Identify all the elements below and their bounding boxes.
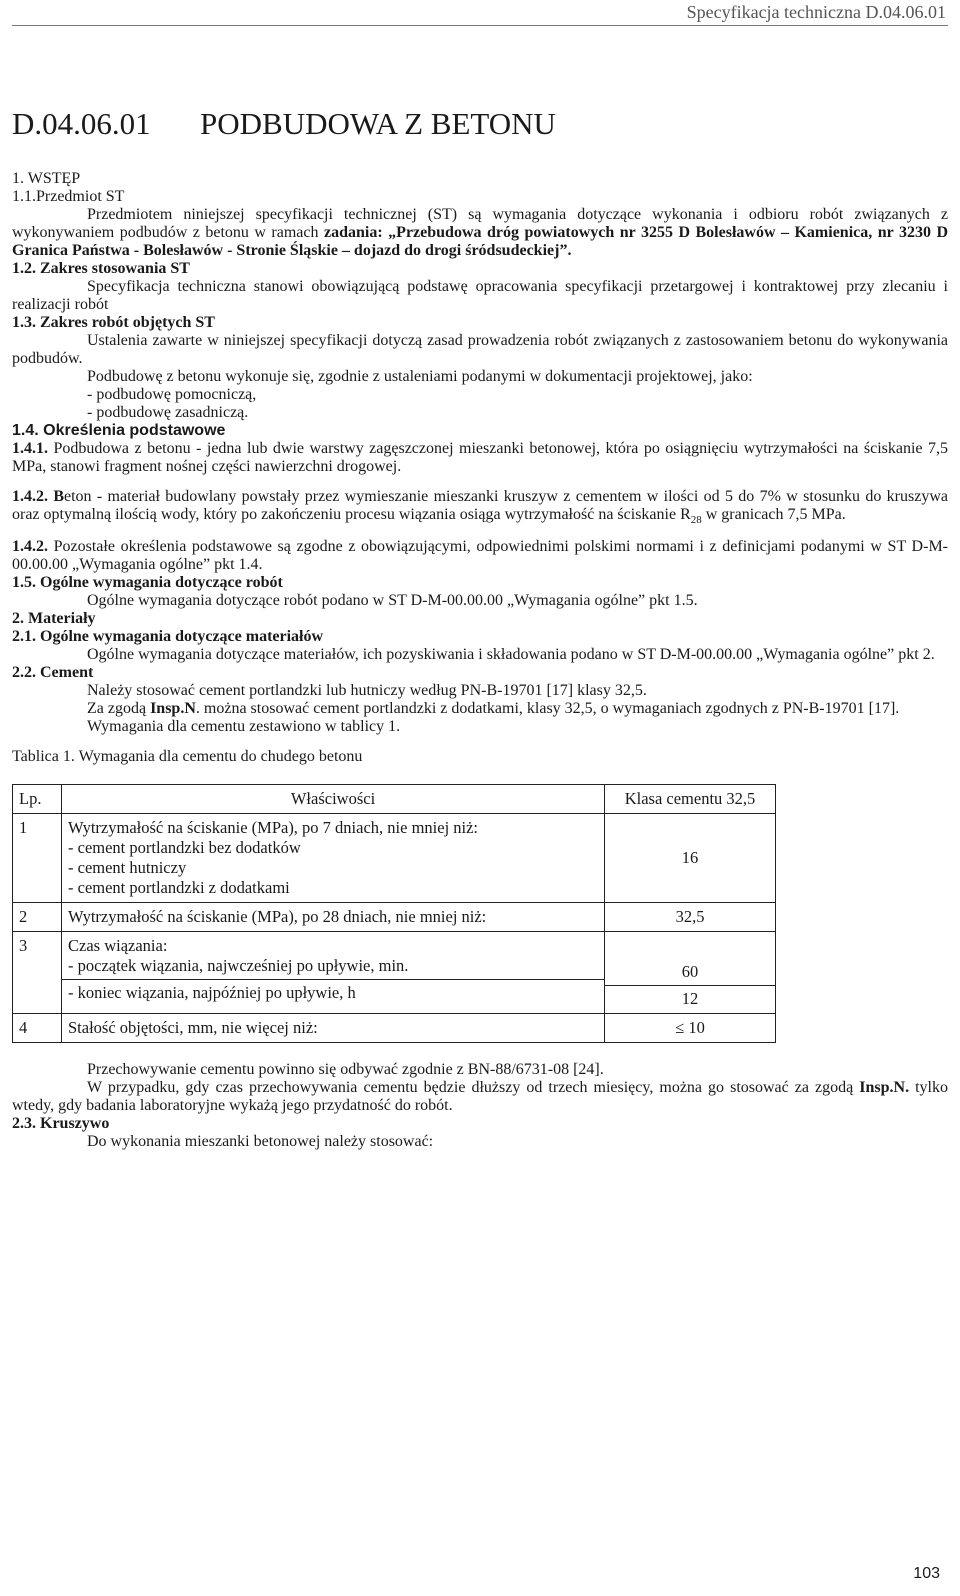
table-header-row [13, 785, 776, 814]
subscript-28: 28 [690, 514, 702, 527]
title-code: D.04.06.01 [12, 106, 151, 141]
insp-n-bold: Insp.N [150, 700, 196, 718]
paragraph-1-4-2 [12, 488, 948, 526]
paragraph-1-4-1 [12, 440, 948, 476]
property-line: Wytrzymałość na ściskanie (MPa), po 7 dniach, nie mniej niż: [68, 818, 479, 838]
paragraph-1-4-3-text: Pozostałe określenia podstawowe są zgodne z obowiązującymi, odpowiednimi polskimi normami i z definicjami podanymi w ST D-M-00.00.00 „Wymagania ogólne” pkt 1.4. [12, 538, 948, 574]
table-row [13, 932, 776, 1014]
table-cell-property [62, 814, 605, 903]
heading-2-2: 2.2. Cement [12, 664, 94, 682]
heading-2-3: 2.3. Kruszywo [12, 1115, 110, 1133]
table-cell-property [62, 932, 605, 1014]
running-header: Specyfikacja techniczna D.04.06.01 [686, 2, 946, 22]
paragraph-2-2b [12, 700, 948, 718]
row-divider [605, 985, 775, 986]
property-line: - cement portlandzki z dodatkami [68, 878, 290, 898]
table-caption: Tablica 1. Wymagania dla cementu do chudego betonu [12, 748, 363, 766]
list-item-pomocnicza: - podbudowę pomocniczą, [87, 386, 257, 403]
heading-2-1: 2.1. Ogólne wymagania dotyczące materiałów [12, 628, 324, 646]
value-line: 12 [681, 989, 699, 1009]
section-heading-1: 1. WSTĘP [12, 170, 81, 187]
paragraph-1-1-text: Przedmiotem niniejszej specyfikacji technicznej (ST) są wymagania dotyczące wykonania i odbioru robót związanych z wykonywaniem podbudów z betonu w ramach [12, 206, 948, 241]
table-header-lp: Lp. [13, 785, 62, 814]
table-cell-property: Wytrzymałość na ściskanie (MPa), po 28 dniach, nie mniej niż: [62, 903, 605, 932]
heading-1-2: 1.2. Zakres stosowania ST [12, 260, 190, 277]
paragraph-1-4-1-text: Podbudowa z betonu - jedna lub dwie warstwy zagęszczonej mieszanki betonowej, która po osiągnięciu wytrzymałości na ściskanie 7,5 MPa, stanowi fragment nośnej części nawierzchni drogowej. [12, 440, 948, 475]
document-body [12, 170, 948, 1151]
table-cell-lp: 2 [13, 903, 62, 932]
paragraph-1-2: Specyfikacja techniczna stanowi obowiązującą podstawę opracowania specyfikacji przetargowej i kontraktowej przy zlecaniu i realizacji robót [12, 278, 948, 313]
heading-1-4: 1.4. Określenia podstawowe [12, 422, 226, 439]
paragraph-2-2e-text: W przypadku, gdy czas przechowywania cementu będzie dłuższy od trzech miesięcy, można go stosować za zgodą [87, 1079, 860, 1097]
table-header-class: Klasa cementu 32,5 [605, 785, 776, 814]
less-equal-symbol: ≤ [675, 1018, 685, 1038]
property-line: - cement hutniczy [68, 858, 187, 878]
table-cell-lp: 1 [13, 814, 62, 903]
table-cell-lp: 4 [13, 1014, 62, 1043]
paragraph-1-4-1-num: 1.4.1. [12, 440, 48, 457]
paragraph-2-2e-tail: tylko wtedy, gdy badania laboratoryjne wykażą jego przydatność do robót. [12, 1079, 949, 1115]
paragraph-2-2d: Przechowywanie cementu powinno się odbywać zgodnie z BN-88/6731-08 [24]. [87, 1061, 604, 1079]
paragraph-1-4-2-tail: w granicach 7,5 MPa. [701, 506, 846, 523]
paragraph-1-4-3-num: 1.4.2. [12, 538, 48, 556]
value-line: 60 [681, 962, 699, 982]
heading-1-1: 1.1.Przedmiot ST [12, 188, 125, 205]
paragraph-1-1-bold: zadania: „Przebudowa dróg powiatowych nr 3255 D Bolesławów – Kamienica, nr 3230 D Granica Państwa - Bolesławów - Stronie Śląskie – dojazd do drogi śródsudeckiej”. [12, 224, 948, 259]
table-cell-value [605, 932, 776, 1014]
table-cell-value [605, 1014, 776, 1043]
title-name: PODBUDOWA Z BETONU [200, 106, 556, 141]
paragraph-2-2b-tail: . można stosować cement portlandzki z dodatkami, klasy 32,5, o wymaganiach zgodnych z PN-B-19701 [17]. [195, 700, 900, 718]
property-line: Czas wiązania: [68, 936, 168, 956]
table-cell-lp: 3 [13, 932, 62, 1014]
paragraph-2-2a: Należy stosować cement portlandzki lub hutniczy według PN-B-19701 [17] klasy 32,5. [87, 682, 647, 700]
property-line: - cement portlandzki bez dodatków [68, 838, 301, 858]
paragraph-1-5: Ogólne wymagania dotyczące robót podano w ST D-M-00.00.00 „Wymagania ogólne” pkt 1.5. [87, 592, 698, 610]
table-row [13, 903, 776, 932]
row-divider [62, 979, 604, 980]
table-row [13, 814, 776, 903]
page-number: 103 [913, 1565, 940, 1582]
section-heading-2: 2. Materiały [12, 610, 96, 628]
paragraph-2-2e [12, 1079, 948, 1115]
paragraph-1-1 [12, 206, 948, 260]
paragraph-1-4-3 [12, 538, 948, 574]
paragraph-1-4-2-text: eton - materiał budowlany powstały przez wymieszanie mieszanki kruszyw z cementem w ilości od 5 do 7% w stosunku do kruszywa oraz optymalną ilością wody, który po zakończeniu procesu wiązania osiąga wytrzymałość na ściskanie R [12, 488, 948, 523]
cement-requirements-table [12, 784, 776, 1043]
document-title [12, 106, 556, 142]
table-cell-value: 32,5 [605, 903, 776, 932]
insp-n-bold: Insp.N. [859, 1079, 910, 1097]
value-text: 10 [688, 1018, 705, 1038]
list-item-zasadnicza: - podbudowę zasadniczą. [87, 404, 249, 421]
table-row [13, 1014, 776, 1043]
property-line: - początek wiązania, najwcześniej po upływie, min. [68, 956, 409, 976]
table-header-property: Właściwości [62, 785, 605, 814]
paragraph-2-2c: Wymagania dla cementu zestawiono w tablicy 1. [87, 718, 401, 736]
paragraph-1-4-2-num: 1.4.2. B [12, 488, 64, 505]
paragraph-2-1: Ogólne wymagania dotyczące materiałów, ich pozyskiwania i składowania podano w ST D-M-00.00.00 „Wymagania ogólne” pkt 2. [87, 646, 935, 664]
heading-1-3: 1.3. Zakres robót objętych ST [12, 314, 215, 331]
paragraph-2-2b-text: Za zgodą [87, 700, 151, 718]
table-cell-value: 16 [605, 814, 776, 903]
table-cell-property: Stałość objętości, mm, nie więcej niż: [62, 1014, 605, 1043]
heading-1-5: 1.5. Ogólne wymagania dotyczące robót [12, 574, 283, 592]
header-rule [12, 25, 948, 26]
paragraph-2-3: Do wykonania mieszanki betonowej należy stosować: [87, 1133, 434, 1151]
paragraph-1-3b: Podbudowę z betonu wykonuje się, zgodnie z ustaleniami podanymi w dokumentacji projektowej, jako: [87, 368, 753, 385]
paragraph-1-3a: Ustalenia zawarte w niniejszej specyfikacji dotyczą zasad prowadzenia robót związanych z zastosowaniem betonu do wykonywania podbudów. [12, 332, 948, 367]
property-line: - koniec wiązania, najpóźniej po upływie, h [68, 983, 356, 1003]
